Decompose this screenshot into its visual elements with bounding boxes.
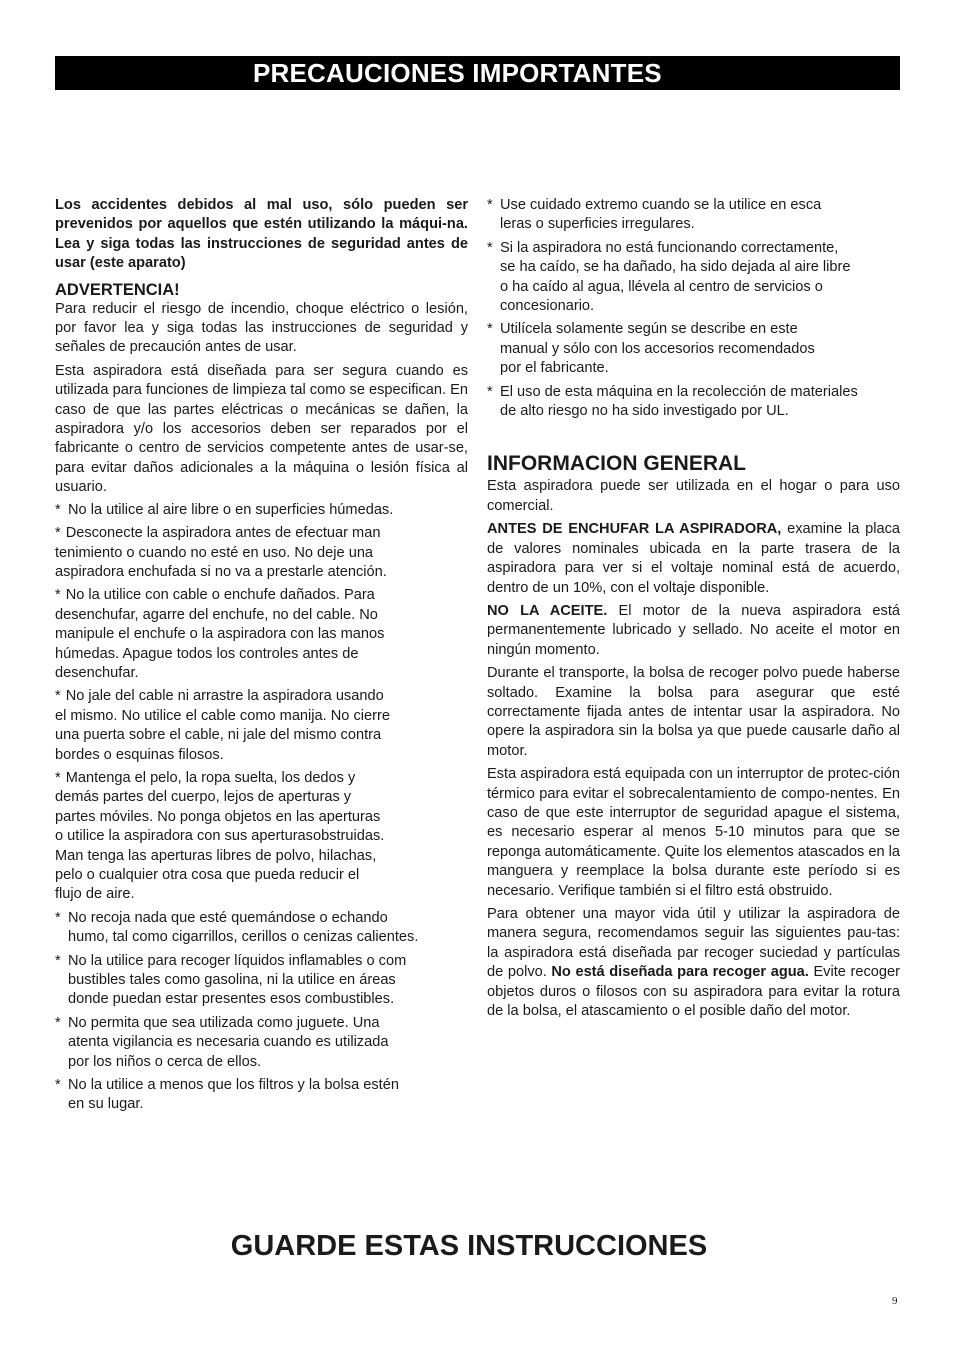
- oil-text: El motor de la nueva aspiradora está permanentemente lubricado y sellado. No aceite el motor en ningún momento.: [487, 602, 900, 658]
- bullet-asterisk: *: [487, 383, 493, 400]
- list-item: * Si la aspiradora no está funcionando correctamente, se ha caído, se ha dañado, ha sido dejada al aire libre o ha caído al agua, llévela al centro de servicios o concesionario.: [487, 239, 851, 315]
- bullet-asterisk: *: [55, 525, 61, 542]
- plug-text: examine la placa de valores nominales ubicada en la parte trasera de la aspiradora para ver si el voltaje nominal está de acuerdo, dentro de un 10%, con el voltaje disponible.: [487, 521, 900, 596]
- design-paragraph: Esta aspiradora está diseñada para ser segura cuando es utilizada para funciones de limpieza tal como se especifican. En caso de que las partes eléctricas o mecánicas se dañen, la aspiradora y/o los accesorios deben ser reparados por el fabricante o centro de servicios competente antes de usar-se, para evitar daños adicionales a la máquina o lesión física al usuario.: [55, 362, 468, 496]
- list-item: * No la utilice al aire libre o en superficies húmedas.: [55, 501, 468, 520]
- usage-text-1: Para obtener una mayor vida útil y utilizar la aspiradora de manera segura, recomendamos seguir las siguientes pau-tas: la aspiradora está diseñada par recoger suciedad y partículas de polvo.: [487, 906, 900, 981]
- footer-title: GUARDE ESTAS INSTRUCCIONES: [230, 1230, 708, 1262]
- general-info-heading: INFORMACION GENERAL: [487, 452, 746, 476]
- usage-text-2: Evite recoger objetos duros o filosos con su aspiradora para evitar la rotura de la bolsa, el atascamiento o el posible daño del motor.: [487, 964, 900, 1020]
- warning-paragraph: Para reducir el riesgo de incendio, choque eléctrico o lesión, por favor lea y siga todas las instrucciones de seguridad y señales de precaución antes de usar.: [55, 300, 468, 356]
- intro-paragraph: Los accidentes debidos al mal uso, sólo pueden ser prevenidos por aquellos que estén utilizando la máqui-na. Lea y siga todas las instrucciones de seguridad antes de usar (este aparato): [55, 197, 468, 272]
- left-column: [55, 196, 468, 1119]
- bullet-asterisk: *: [487, 239, 493, 256]
- bullet-asterisk: *: [55, 501, 61, 518]
- bullet-asterisk: *: [55, 587, 61, 604]
- usage-bold: No está diseñada para recoger agua.: [551, 964, 809, 981]
- list-item: * Utilícela solamente según se describe en este manual y sólo con los accesorios recomendados por el fabricante.: [487, 321, 815, 377]
- bullet-asterisk: *: [55, 769, 61, 786]
- list-item: * No la utilice para recoger líquidos inflamables o com bustibles tales como gasolina, ni la utilice en áreas donde puedan estar presentes esos combustibles.: [55, 952, 407, 1008]
- title-bar: [55, 56, 900, 90]
- warning-heading: ADVERTENCIA!: [55, 280, 180, 299]
- transport-paragraph: Durante el transporte, la bolsa de recoger polvo puede haberse soltado. Examine la bolsa para asegurar que esté correctamente fijada antes de intentar usar la aspiradora. No opere la aspiradora sin la bolsa ya que puede causarle daño al motor.: [487, 665, 900, 759]
- general-info-paragraph: Esta aspiradora puede ser utilizada en el hogar o para uso comercial.: [487, 478, 900, 514]
- list-item: * Use cuidado extremo cuando se la utilice en esca leras o superficies irregulares.: [487, 197, 822, 233]
- thermal-paragraph: Esta aspiradora está equipada con un interruptor de protec-ción térmico para evitar el sobrecalentamiento de compo-nentes. En caso de que este interruptor de seguridad apague el sistema, es necesario esperar al menos 5-10 minutos para que se reponga automáticamente. Quite los elementos atascados en la manguera y reemplace la bolsa durante este período si es necesario. Verifique también si el filtro está obstruido.: [487, 766, 900, 899]
- list-item: * Desconecte la aspiradora antes de efectuar man tenimiento o cuando no esté en uso. No deje una aspiradora enchufada si no va a prestarle atención.: [55, 525, 387, 580]
- bullet-asterisk: *: [487, 321, 493, 338]
- list-item: * Mantenga el pelo, la ropa suelta, los dedos y demás partes del cuerpo, lejos de aperturas y partes móviles. No ponga objetos en las aperturas o utilice la aspiradora con sus aperturasobstruidas. Man tenga las aperturas libres de polvo, hilachas, pelo o cualquier otra cosa que pueda reducir el flujo de aire.: [55, 769, 385, 903]
- oil-bold-lead: NO LA ACEITE.: [487, 602, 608, 619]
- plug-paragraph: [487, 520, 900, 598]
- list-item: * No la utilice a menos que los filtros y la bolsa estén en su lugar.: [55, 1077, 399, 1113]
- bullet-asterisk: *: [55, 1014, 61, 1031]
- oil-paragraph: [487, 602, 900, 660]
- bullet-asterisk: *: [487, 197, 493, 213]
- list-item: * No permita que sea utilizada como juguete. Una atenta vigilancia es necesaria cuando es utilizada por los niños o cerca de ellos.: [55, 1014, 389, 1070]
- list-item: * No jale del cable ni arrastre la aspiradora usando el mismo. No utilice el cable como manija. No cierre una puerta sobre el cable, ni jale del mismo contra bordes o esquinas filosos.: [55, 688, 390, 763]
- bullet-asterisk: *: [55, 909, 61, 926]
- bullet-asterisk: *: [55, 688, 61, 705]
- usage-paragraph: [487, 905, 900, 1021]
- bullet-asterisk: *: [55, 1077, 61, 1094]
- list-item: * No recoja nada que esté quemándose o echando humo, tal como cigarrillos, cerillos o cenizas calientes.: [55, 909, 419, 946]
- bullet-asterisk: *: [55, 952, 61, 969]
- right-column: [487, 196, 900, 1025]
- page-title: PRECAUCIONES IMPORTANTES: [253, 58, 662, 88]
- plug-bold-lead: ANTES DE ENCHUFAR LA ASPIRADORA,: [487, 521, 782, 538]
- page-number: 9: [892, 1295, 898, 1307]
- list-item: * No la utilice con cable o enchufe dañados. Para desenchufar, agarre del enchufe, no del cable. No manipule el enchufe o la aspiradora con las manos húmedas. Apague todos los controles antes de desenchufar.: [55, 587, 385, 681]
- list-item: * El uso de esta máquina en la recolección de materiales de alto riesgo no ha sido investigado por UL.: [487, 383, 858, 420]
